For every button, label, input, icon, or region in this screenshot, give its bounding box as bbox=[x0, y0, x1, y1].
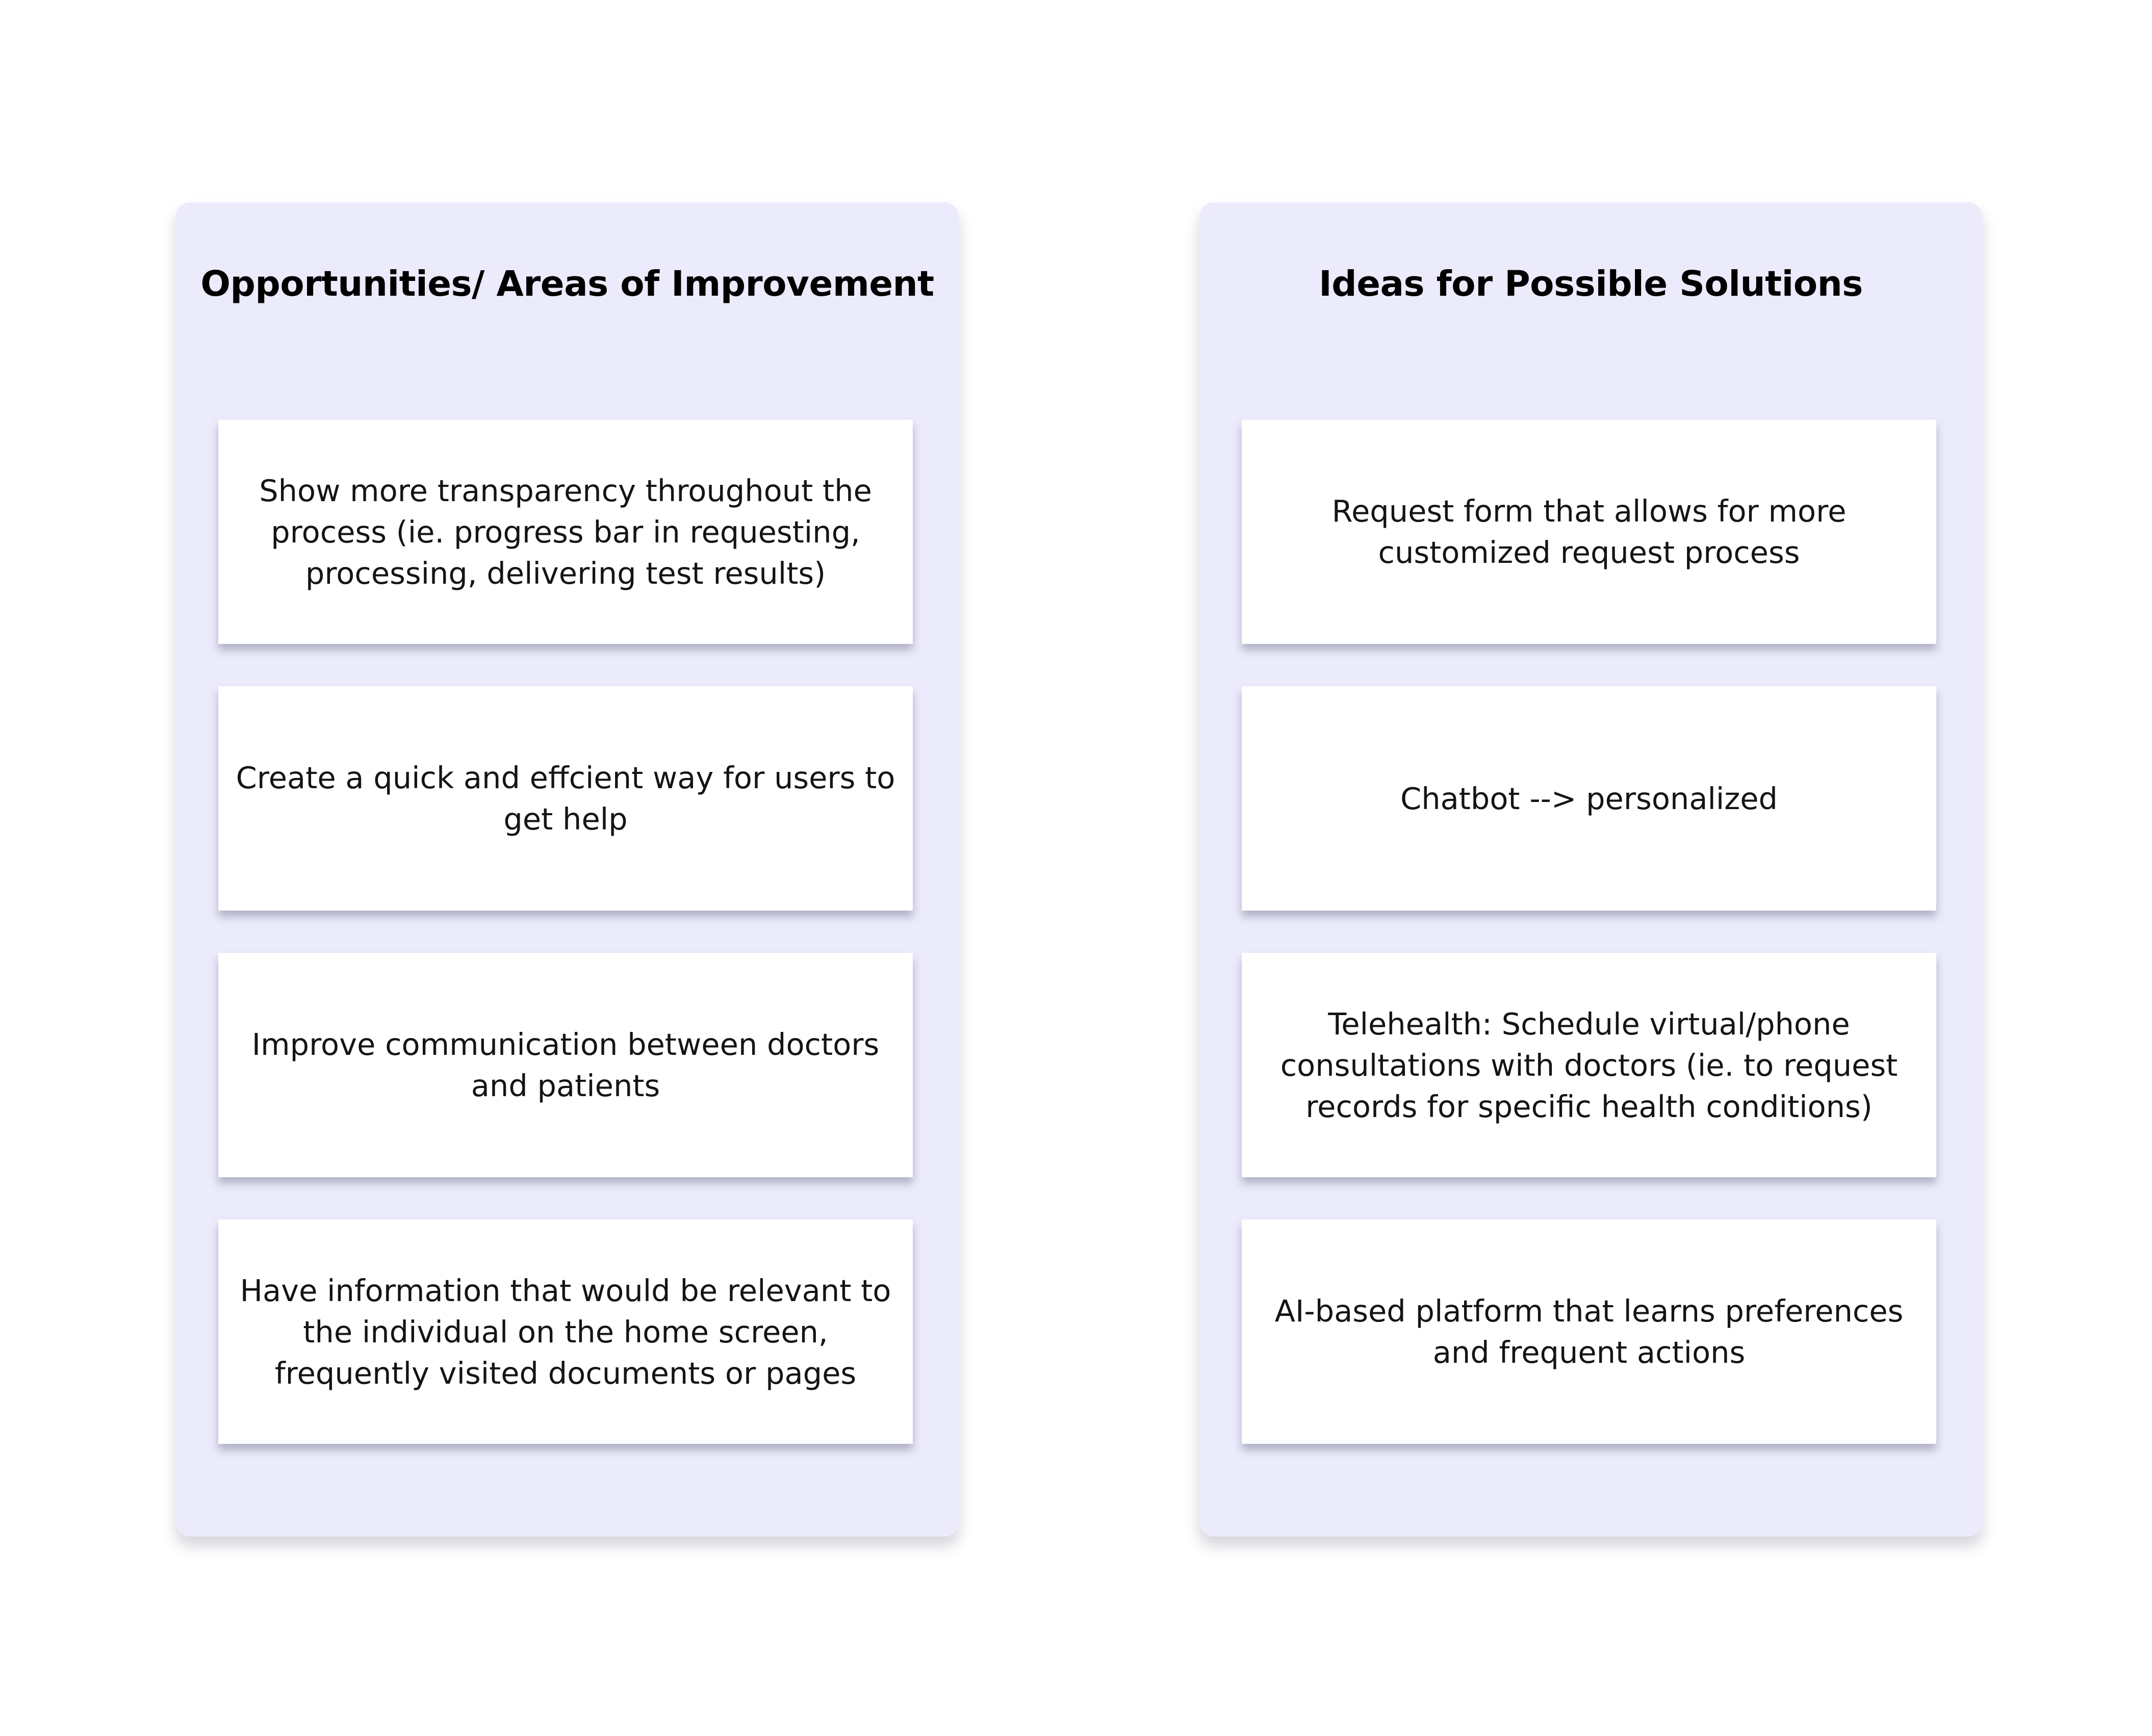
solutions-column bbox=[1199, 202, 1982, 1537]
opportunity-card-text: Create a quick and effcient way for users to get help bbox=[236, 760, 895, 837]
opportunity-card-text: Improve communication between doctors and patients bbox=[251, 1027, 880, 1103]
solution-card-text: Chatbot --> personalized bbox=[1400, 781, 1778, 816]
opportunity-card[interactable] bbox=[218, 686, 913, 911]
opportunity-card[interactable] bbox=[218, 953, 913, 1177]
solution-card-text: AI-based platform that learns preferences and frequent actions bbox=[1274, 1293, 1904, 1370]
opportunity-card[interactable] bbox=[218, 1220, 913, 1444]
solution-card[interactable] bbox=[1242, 1220, 1936, 1444]
solution-card[interactable] bbox=[1242, 953, 1936, 1177]
solution-card[interactable] bbox=[1242, 686, 1936, 911]
opportunity-card-text: Show more transparency throughout the process (ie. progress bar in requesting, processing, delivering test results) bbox=[259, 473, 872, 591]
opportunities-column-title: Opportunities/ Areas of Improvement bbox=[200, 264, 934, 304]
opportunities-column bbox=[176, 202, 959, 1537]
solution-card[interactable] bbox=[1242, 420, 1936, 644]
opportunity-card[interactable] bbox=[218, 420, 913, 644]
solutions-column-title: Ideas for Possible Solutions bbox=[1319, 264, 1863, 304]
solution-card-text: Telehealth: Schedule virtual/phone consultations with doctors (ie. to request records for specific health conditions) bbox=[1280, 1006, 1898, 1124]
solution-card-text: Request form that allows for more customized request process bbox=[1331, 494, 1847, 570]
opportunity-card-text: Have information that would be relevant to the individual on the home screen, frequently visited documents or pages bbox=[240, 1273, 891, 1391]
